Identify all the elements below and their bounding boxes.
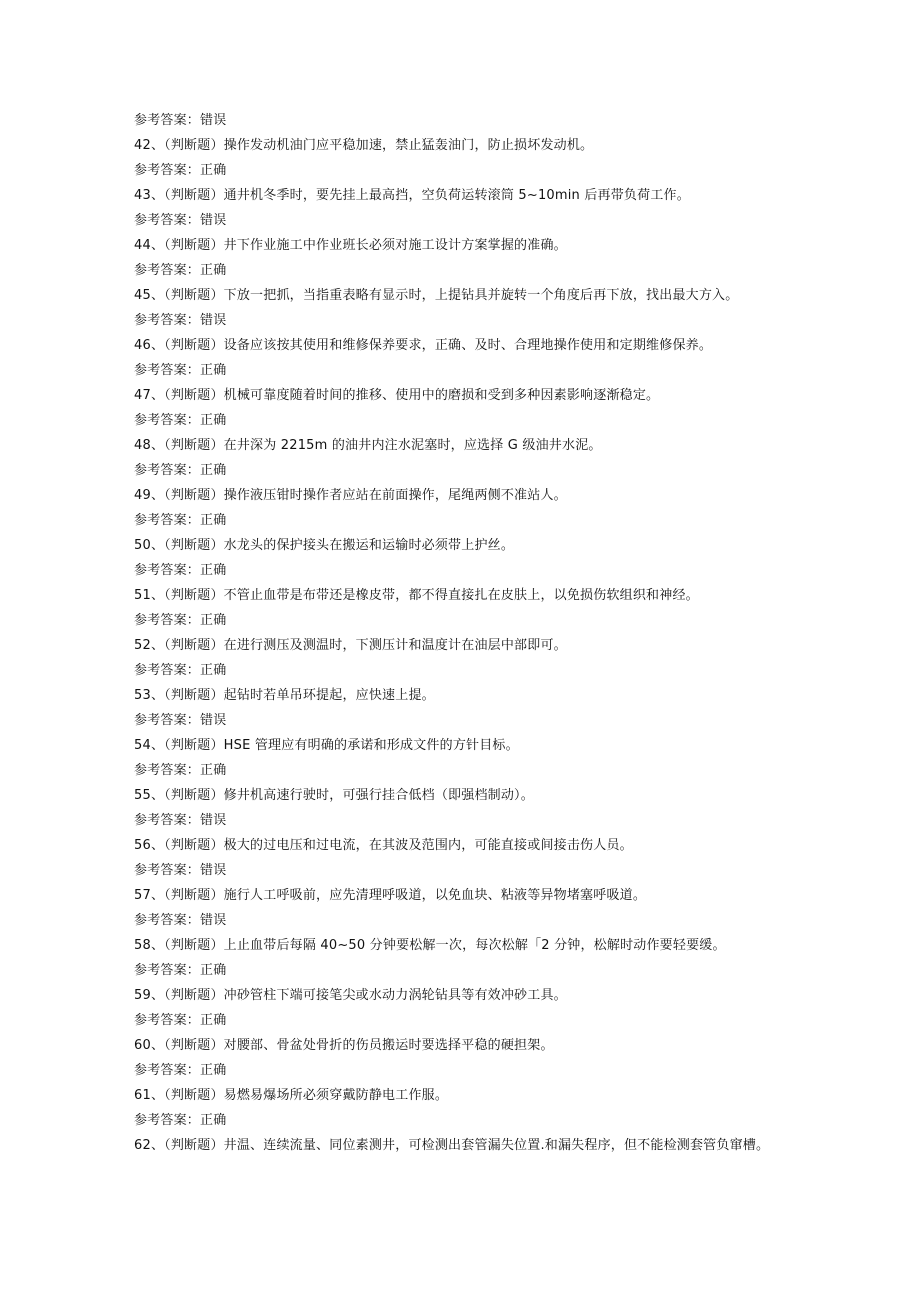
question-line: 54、（判断题）HSE 管理应有明确的承诺和形成文件的方针目标。 bbox=[134, 738, 519, 753]
answer-line: 参考答案：正确 bbox=[134, 363, 227, 378]
question-list bbox=[134, 108, 784, 1158]
answer-line: 参考答案：正确 bbox=[134, 1013, 227, 1028]
answer-line: 参考答案：正确 bbox=[134, 513, 227, 528]
answer-line: 参考答案：正确 bbox=[134, 413, 227, 428]
question-line: 44、（判断题）井下作业施工中作业班长必须对施工设计方案掌握的准确。 bbox=[134, 238, 567, 253]
answer-line: 参考答案：正确 bbox=[134, 613, 227, 628]
answer-line: 参考答案：错误 bbox=[134, 863, 227, 878]
question-line: 47、（判断题）机械可靠度随着时间的推移、使用中的磨损和受到多种因素影响逐渐稳定。 bbox=[134, 388, 660, 403]
question-line: 49、（判断题）操作液压钳时操作者应站在前面操作，尾绳两侧不准站人。 bbox=[134, 488, 567, 503]
question-line: 48、（判断题）在井深为 2215m 的油井内注水泥塞时，应选择 G 级油井水泥。 bbox=[134, 438, 602, 453]
answer-line: 参考答案：错误 bbox=[134, 313, 227, 328]
question-line: 46、（判断题）设备应该按其使用和维修保养要求，正确、及时、合理地操作使用和定期维修保养。 bbox=[134, 338, 713, 353]
answer-line: 参考答案：正确 bbox=[134, 263, 227, 278]
answer-line: 参考答案：错误 bbox=[134, 813, 227, 828]
question-line: 55、（判断题）修井机高速行驶时，可强行挂合低档（即强档制动）。 bbox=[134, 788, 534, 803]
answer-line: 参考答案：错误 bbox=[134, 213, 227, 228]
answer-line: 参考答案：正确 bbox=[134, 163, 227, 178]
question-line: 52、（判断题）在进行测压及测温时，下测压计和温度计在油层中部即可。 bbox=[134, 638, 567, 653]
answer-line: 参考答案：错误 bbox=[134, 113, 227, 128]
question-line: 60、（判断题）对腰部、骨盆处骨折的伤员搬运时要选择平稳的硬担架。 bbox=[134, 1038, 554, 1053]
answer-line: 参考答案：正确 bbox=[134, 463, 227, 478]
question-line: 59、（判断题）冲砂管柱下端可接笔尖或水动力涡轮钻具等有效冲砂工具。 bbox=[134, 988, 567, 1003]
question-line: 56、（判断题）极大的过电压和过电流，在其波及范围内，可能直接或间接击伤人员。 bbox=[134, 838, 633, 853]
question-line: 61、（判断题）易燃易爆场所必须穿戴防静电工作服。 bbox=[134, 1088, 449, 1103]
answer-line: 参考答案：错误 bbox=[134, 713, 227, 728]
question-line: 57、（判断题）施行人工呼吸前，应先清理呼吸道，以免血块、粘液等异物堵塞呼吸道。 bbox=[134, 888, 647, 903]
question-line: 53、（判断题）起钻时若单吊环提起，应快速上提。 bbox=[134, 688, 435, 703]
answer-line: 参考答案：正确 bbox=[134, 563, 227, 578]
question-line: 58、（判断题）上止血带后每隔 40~50 分钟要松解一次，每次松解「2 分钟，松解时动作要轻要缓。 bbox=[134, 938, 726, 953]
question-line: 45、（判断题）下放一把抓，当指重表略有显示时，上提钻具并旋转一个角度后再下放，找出最大方入。 bbox=[134, 288, 739, 303]
question-line: 50、（判断题）水龙头的保护接头在搬运和运输时必须带上护丝。 bbox=[134, 538, 515, 553]
question-line: 42、（判断题）操作发动机油门应平稳加速，禁止猛轰油门，防止损坏发动机。 bbox=[134, 138, 594, 153]
answer-line: 参考答案：正确 bbox=[134, 663, 227, 678]
answer-line: 参考答案：正确 bbox=[134, 1113, 227, 1128]
answer-line: 参考答案：错误 bbox=[134, 913, 227, 928]
question-line: 43、（判断题）通井机冬季时，要先挂上最高挡，空负荷运转滚筒 5~10min 后再带负荷工作。 bbox=[134, 188, 690, 203]
question-line: 51、（判断题）不管止血带是布带还是橡皮带，都不得直接扎在皮肤上，以免损伤软组织和神经。 bbox=[134, 588, 699, 603]
answer-line: 参考答案：正确 bbox=[134, 763, 227, 778]
answer-line: 参考答案：正确 bbox=[134, 1063, 227, 1078]
question-line: 62、（判断题）井温、连续流量、同位素测井，可检测出套管漏失位置.和漏失程序，但不能检测套管负窜槽。 bbox=[134, 1138, 770, 1153]
answer-line: 参考答案：正确 bbox=[134, 963, 227, 978]
